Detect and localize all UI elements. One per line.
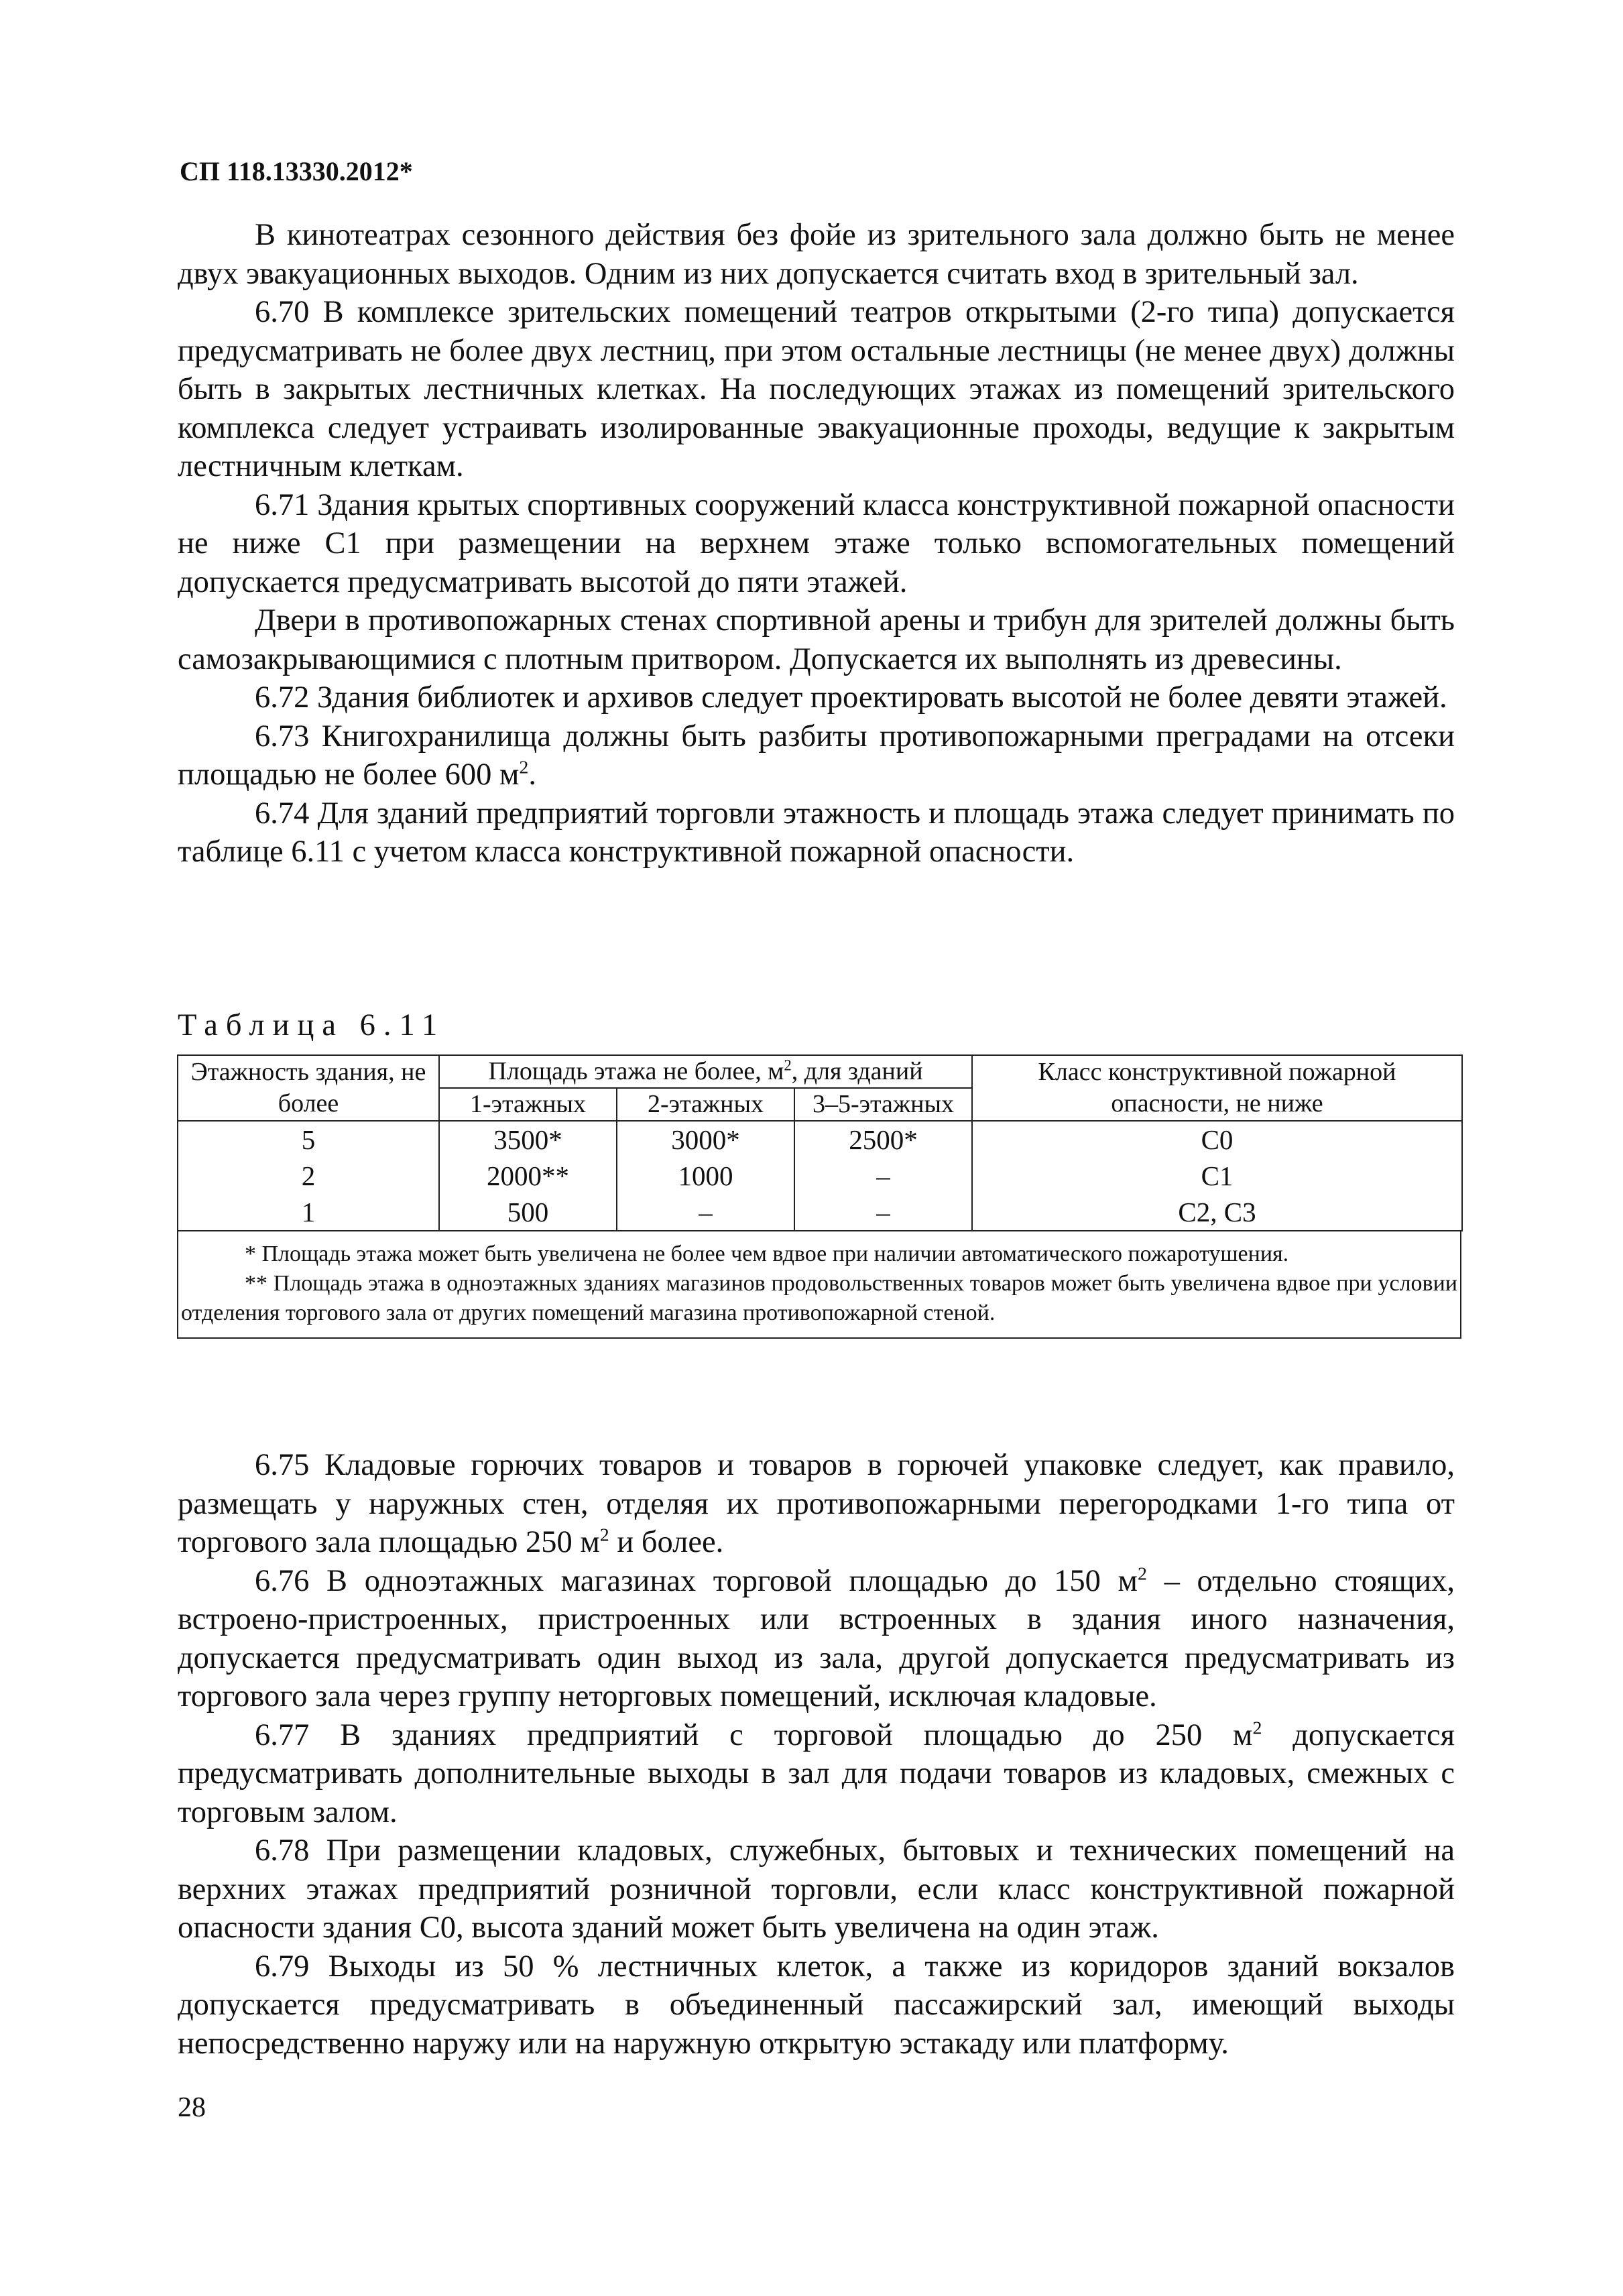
paragraph-6-75: 6.75 Кладовые горючих товаров и товаров в горючей упаковке следует, как правило, размещать у наружных стен, отделяя их противопожарными перегородками 1-го типа от торгового зала площадью 250 $м^2$ и более. <box>178 1448 1455 1559</box>
text-block-bottom <box>178 1446 1455 2063</box>
paragraph-6-77: 6.77 В зданиях предприятий с торговой площадью до 250 $м^2$ допускается предусматривать дополнительные выходы в зал для подачи товаров из кладовых, смежных с торговым залом. <box>178 1717 1455 1829</box>
header-area: Площадь этажа не более, $м^2$, для зданий <box>439 1055 972 1088</box>
table-note-1: * Площадь этажа может быть увеличена не более чем вдвое при наличии автоматического пожаротушения. <box>245 1242 1289 1266</box>
table-cell: С1 <box>972 1158 1462 1194</box>
table-header-row <box>178 1055 1462 1088</box>
table-caption: Таблица 6.11 <box>178 1008 446 1042</box>
paragraph-6-78: 6.78 При размещении кладовых, служебных, бытовых и технических помещений на верхних этажах предприятий розничной торговли, если класс конструктивной пожарной опасности здания С0, высота зданий может быть увеличена на один этаж. <box>178 1833 1455 1945</box>
paragraph-6-72: 6.72 Здания библиотек и архивов следует проектировать высотой не более девяти этажей. <box>255 680 1447 715</box>
table-6-11 <box>177 1054 1461 1339</box>
paragraph-doors: Двери в противопожарных стенах спортивной арены и трибун для зрителей должны быть самозакрывающимися с плотным притвором. Допускается их выполнять из древесины. <box>178 603 1455 676</box>
table-cell: – <box>794 1158 972 1194</box>
table-cell: 500 <box>439 1194 617 1231</box>
header-floors: Этажность здания, не более <box>178 1055 439 1121</box>
table-cell: С0 <box>972 1121 1462 1158</box>
paragraph-6-79: 6.79 Выходы из 50 % лестничных клеток, а также из коридоров зданий вокзалов допускается предусматривать в объединенный пассажирский зал, имеющий выходы непосредственно наружу или на наружную открытую эстакаду или платформу. <box>178 1949 1455 2061</box>
table-row <box>178 1158 1462 1194</box>
subheader-3-5-floor: 3–5-этажных <box>794 1088 972 1121</box>
table-cell: – <box>794 1194 972 1231</box>
subheader-2-floor: 2-этажных <box>617 1088 794 1121</box>
table-cell: 2000** <box>439 1158 617 1194</box>
paragraph-6-71: 6.71 Здания крытых спортивных сооружений класса конструктивной пожарной опасности не ниже С1 при размещении на верхнем этаже только вспомогательных помещений допускается предусматривать высотой до пяти этажей. <box>178 487 1455 599</box>
paragraph-6-73: 6.73 Книгохранилища должны быть разбиты противопожарными преградами на отсеки площадью не более 600 $м^2$. <box>178 719 1455 792</box>
page-number: 28 <box>178 2092 206 2123</box>
table-note-2: ** Площадь этажа в одноэтажных зданиях магазинов продовольственных товаров может быть увеличена вдвое при условии отделения торгового зала от других помещений магазина противопожарной стеной. <box>181 1271 1457 1325</box>
table-cell: 2 <box>178 1158 439 1194</box>
table-cell: 1 <box>178 1194 439 1231</box>
paragraph-cinemas: В кинотеатрах сезонного действия без фойе из зрительного зала должно быть не менее двух эвакуационных выходов. Одним из них допускается считать вход в зрительный зал. <box>178 218 1455 291</box>
table-cell: 3500* <box>439 1121 617 1158</box>
text-block-top <box>178 216 1455 871</box>
table-cell: 1000 <box>617 1158 794 1194</box>
table-row <box>178 1194 1462 1231</box>
spec-table <box>177 1054 1463 1231</box>
paragraph-6-76: 6.76 В одноэтажных магазинах торговой площадью до 150 $м^2$ – отдельно стоящих, встроено-пристроенных, пристроенных или встроенных в здания иного назначения, допускается предусматривать один выход из зала, другой допускается предусматривать из торгового зала через группу неторговых помещений, исключая кладовые. <box>178 1563 1455 1713</box>
table-cell: 3000* <box>617 1121 794 1158</box>
table-cell: 2500* <box>794 1121 972 1158</box>
table-row <box>178 1121 1462 1158</box>
paragraph-6-74: 6.74 Для зданий предприятий торговли этажность и площадь этажа следует принимать по таблице 6.11 с учетом класса конструктивной пожарной опасности. <box>178 796 1455 869</box>
header-fire-class: Класс конструктивной пожарной опасности, не ниже <box>972 1055 1462 1121</box>
table-notes <box>177 1231 1461 1339</box>
table-cell: – <box>617 1194 794 1231</box>
table-cell: 5 <box>178 1121 439 1158</box>
paragraph-6-70: 6.70 В комплексе зрительских помещений театров открытыми (2-го типа) допускается предусматривать не более двух лестниц, при этом остальные лестницы (не менее двух) должны быть в закрытых лестничных клетках. На последующих этажах из помещений зрительского комплекса следует устраивать изолированные эвакуационные проходы, ведущие к закрытым лестничным клеткам. <box>178 295 1455 483</box>
subheader-1-floor: 1-этажных <box>439 1088 617 1121</box>
document-code-header: СП 118.13330.2012* <box>180 156 413 186</box>
table-cell: С2, С3 <box>972 1194 1462 1231</box>
